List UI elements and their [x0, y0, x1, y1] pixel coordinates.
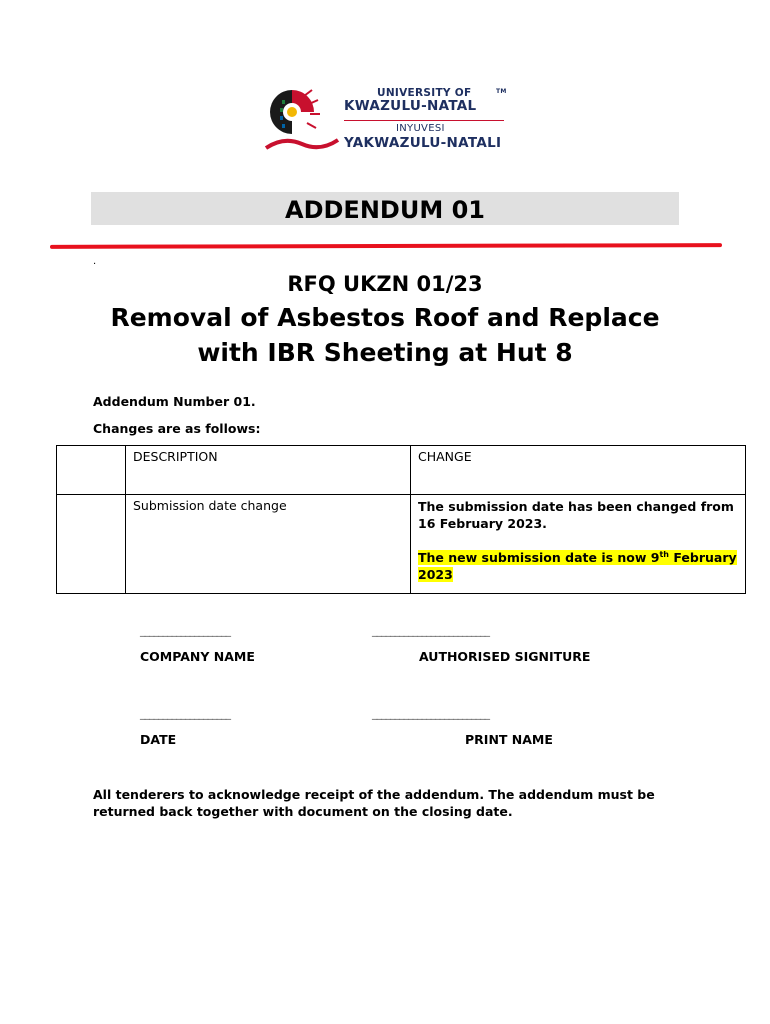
change-text: The submission date has been changed from 16 February 2023. — [418, 499, 734, 531]
red-divider — [50, 243, 722, 249]
university-logo — [262, 82, 512, 154]
company-name-line: ____________________ — [140, 624, 230, 637]
document-title — [0, 300, 770, 370]
authorised-signature-label: AUTHORISED SIGNITURE — [419, 649, 591, 664]
title-line-1: Removal of Asbestos Roof and Replace — [110, 303, 660, 332]
logo-divider — [344, 120, 504, 121]
logo-trademark: TM — [496, 88, 507, 95]
addendum-title: ADDENDUM 01 — [285, 196, 485, 224]
acknowledgement-note: All tenderers to acknowledge receipt of the addendum. The addendum must be returned back together with document on the closing date. — [93, 787, 655, 819]
table-row — [57, 495, 746, 594]
ukzn-crest-icon — [262, 82, 340, 154]
table-header-change: CHANGE — [411, 446, 746, 495]
changes-table — [56, 445, 746, 594]
logo-university-of: UNIVERSITY OF — [377, 87, 472, 99]
stray-dot: . — [93, 256, 97, 267]
addendum-number: Addendum Number 01. — [93, 394, 256, 409]
changes-intro: Changes are as follows: — [93, 421, 261, 436]
date-label: DATE — [140, 732, 177, 747]
new-date-text — [418, 546, 738, 583]
new-date-prefix: The new submission date is now 9 — [418, 550, 660, 566]
signature-line: __________________________ — [372, 624, 489, 637]
table-header-row — [57, 446, 746, 495]
print-name-label: PRINT NAME — [465, 732, 553, 747]
date-line: ____________________ — [140, 707, 230, 720]
new-date-superscript: th — [659, 550, 670, 559]
logo-kwazulu-natal: KWAZULU-NATAL — [344, 98, 477, 114]
rfq-number: RFQ UKZN 01/23 — [287, 272, 483, 296]
title-line-2: with IBR Sheeting at Hut 8 — [197, 338, 573, 367]
company-name-label: COMPANY NAME — [140, 649, 255, 664]
new-date-highlight — [418, 550, 737, 582]
logo-inyuvesi: INYUVESI — [396, 123, 445, 134]
logo-yakwazulu-natali: YAKWAZULU-NATALI — [344, 135, 502, 151]
table-cell-change — [411, 495, 746, 594]
table-header-description: DESCRIPTION — [126, 446, 411, 495]
print-name-line: __________________________ — [372, 707, 489, 720]
new-date-suffix: February 2023 — [418, 550, 737, 583]
table-cell-description: Submission date change — [126, 495, 411, 594]
table-cell-blank — [57, 495, 126, 594]
table-header-cell-blank — [57, 446, 126, 495]
